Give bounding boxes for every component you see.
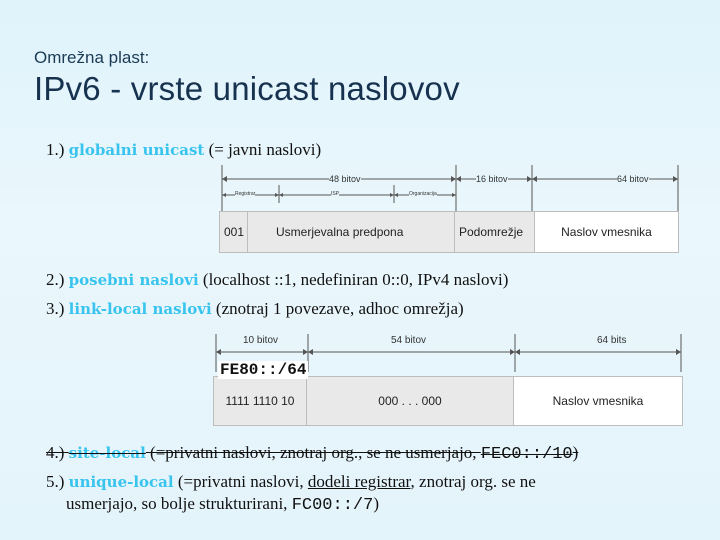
item-code: FC00::/7 — [291, 496, 374, 515]
item-number: 2.) — [46, 270, 65, 289]
item-number: 5.) — [46, 472, 65, 491]
item-number: 3.) — [46, 299, 65, 318]
list-item-4 — [46, 443, 578, 464]
routing-prefix-cell: Usmerjevalna predpona — [248, 212, 455, 252]
bit-dimension-lines — [219, 163, 679, 213]
dim-organizacija: Organizacija — [409, 191, 437, 197]
item-number: 1.) — [46, 140, 65, 159]
list-item-1 — [46, 140, 321, 160]
item-keyword: link-local naslovi — [68, 300, 212, 318]
dim-16-bits: 16 bitov — [476, 174, 508, 184]
slide-title: IPv6 - vrste unicast naslovov — [34, 70, 460, 107]
item-text-end: ) — [373, 494, 379, 513]
item-keyword: unique-local — [68, 473, 174, 491]
item-keyword: globalni unicast — [68, 141, 205, 159]
item-keyword: site-local — [68, 444, 146, 462]
item-text: (= javni naslovi) — [204, 140, 322, 159]
link-local-diagram — [213, 330, 683, 430]
item-text: (localhost ::1, nedefiniran 0::0, IPv4 naslovi) — [198, 270, 509, 289]
item-text-end: ) — [572, 443, 579, 462]
dim-54-bits: 54 bitov — [391, 335, 427, 346]
dim-10-bits: 10 bitov — [243, 335, 279, 346]
global-unicast-diagram — [219, 163, 679, 253]
interface-id-cell: Naslov vmesnika — [514, 377, 682, 425]
prefix-cell: 001 — [220, 212, 248, 252]
address-format-row — [213, 376, 683, 426]
interface-id-cell: Naslov vmesnika — [535, 212, 678, 252]
item-underlined-text: dodeli registrar — [307, 472, 411, 491]
list-item-5-continued — [66, 494, 379, 515]
link-local-prefix-label: FE80::/64 — [220, 361, 307, 379]
zero-bits-cell: 000 . . . 000 — [307, 377, 514, 425]
dim-registrar: Registrar — [235, 191, 256, 197]
item-code: FEC0::/10 — [480, 445, 573, 464]
list-item-2 — [46, 270, 508, 290]
item-text: (znotraj 1 povezave, adhoc omrežja) — [211, 299, 464, 318]
item-keyword: posebni naslovi — [68, 271, 199, 289]
dim-isp: ISP — [331, 191, 340, 197]
link-local-prefix-cell: 1111 1110 10 — [214, 377, 307, 425]
item-number: 4.) — [46, 443, 65, 462]
item-text-end: , znotraj org. se ne — [410, 472, 536, 491]
dim-48-bits: 48 bitov — [329, 174, 361, 184]
subnet-cell: Podomrežje — [455, 212, 535, 252]
item-text: (=privatni naslovi, znotraj org., se ne usmerjajo, — [145, 443, 481, 462]
list-item-5 — [46, 472, 536, 492]
slide-subtitle: Omrežna plast: — [34, 48, 150, 67]
address-format-row — [219, 211, 679, 253]
dim-64-bits: 64 bits — [597, 335, 627, 346]
list-item-3 — [46, 299, 464, 319]
item-text: (=privatni naslovi, — [173, 472, 308, 491]
item-text: usmerjajo, so bolje strukturirani, — [66, 494, 292, 513]
dim-64-bits: 64 bitov — [617, 174, 649, 184]
